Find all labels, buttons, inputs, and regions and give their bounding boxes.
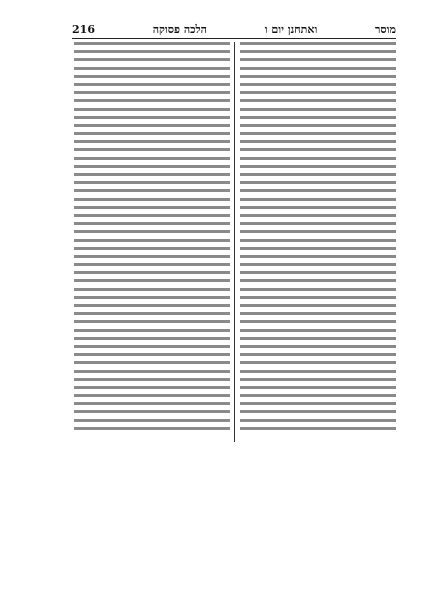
text-line <box>240 271 396 274</box>
text-line <box>240 173 396 176</box>
text-line <box>74 320 230 323</box>
text-line <box>74 206 230 209</box>
text-line <box>74 263 230 266</box>
text-line <box>240 50 396 53</box>
text-line <box>74 402 230 405</box>
text-line <box>74 410 230 413</box>
text-line <box>240 394 396 397</box>
text-line <box>74 58 230 61</box>
text-line <box>240 239 396 242</box>
text-line <box>74 361 230 364</box>
text-line <box>74 116 230 119</box>
text-line <box>74 148 230 151</box>
text-line <box>74 353 230 356</box>
text-line <box>74 222 230 225</box>
text-line <box>74 304 230 307</box>
text-line <box>240 206 396 209</box>
text-line <box>240 288 396 291</box>
column-divider <box>234 42 235 442</box>
page-header <box>72 22 396 36</box>
text-line <box>240 345 396 348</box>
text-line <box>240 337 396 340</box>
text-line <box>74 345 230 348</box>
text-line <box>240 132 396 135</box>
text-line <box>74 378 230 381</box>
text-line <box>240 157 396 160</box>
text-line <box>240 124 396 127</box>
text-line <box>240 419 396 422</box>
text-line <box>74 386 230 389</box>
text-line <box>74 50 230 53</box>
text-line <box>240 320 396 323</box>
text-line <box>240 329 396 332</box>
text-line <box>74 99 230 102</box>
text-line <box>74 189 230 192</box>
text-line <box>240 181 396 184</box>
text-line <box>74 419 230 422</box>
text-line <box>74 140 230 143</box>
text-line <box>240 386 396 389</box>
text-line <box>74 132 230 135</box>
text-line <box>240 108 396 111</box>
text-line <box>240 263 396 266</box>
text-line <box>74 394 230 397</box>
text-line <box>74 288 230 291</box>
page-number: 216 <box>72 22 95 36</box>
text-line <box>74 157 230 160</box>
header-parasha-title: ואתחנן יום ו <box>264 22 318 36</box>
text-line <box>240 312 396 315</box>
text-line <box>240 255 396 258</box>
text-line <box>74 181 230 184</box>
text-line <box>240 91 396 94</box>
text-line <box>74 370 230 373</box>
text-line <box>240 67 396 70</box>
text-line <box>240 353 396 356</box>
text-line <box>74 42 230 45</box>
text-line <box>240 99 396 102</box>
text-line <box>74 247 230 250</box>
text-line <box>74 75 230 78</box>
text-line <box>74 108 230 111</box>
text-line <box>240 83 396 86</box>
text-line <box>240 296 396 299</box>
text-line <box>74 83 230 86</box>
text-line <box>240 189 396 192</box>
right-column-lines <box>240 42 396 430</box>
text-line <box>74 312 230 315</box>
header-rule <box>72 38 396 39</box>
text-line <box>240 427 396 430</box>
text-line <box>74 91 230 94</box>
text-line <box>240 198 396 201</box>
text-line <box>240 42 396 45</box>
text-line <box>240 222 396 225</box>
text-line <box>74 124 230 127</box>
text-line <box>74 230 230 233</box>
text-line <box>240 247 396 250</box>
text-line <box>240 410 396 413</box>
text-line <box>240 279 396 282</box>
text-line <box>74 173 230 176</box>
text-line <box>74 198 230 201</box>
text-line <box>74 329 230 332</box>
text-line <box>240 140 396 143</box>
left-text-column <box>74 42 230 442</box>
header-section-title: מוסר <box>375 22 396 36</box>
header-center-title: הלכה פסוקה <box>152 22 208 36</box>
text-line <box>240 230 396 233</box>
text-line <box>240 304 396 307</box>
text-line <box>240 116 396 119</box>
text-line <box>240 214 396 217</box>
text-line <box>74 255 230 258</box>
text-line <box>74 271 230 274</box>
text-line <box>240 402 396 405</box>
text-line <box>240 165 396 168</box>
text-line <box>74 427 230 430</box>
text-line <box>74 67 230 70</box>
text-line <box>240 378 396 381</box>
text-line <box>240 75 396 78</box>
text-line <box>240 58 396 61</box>
text-line <box>240 148 396 151</box>
text-line <box>74 165 230 168</box>
text-line <box>74 279 230 282</box>
text-line <box>74 214 230 217</box>
text-line <box>240 370 396 373</box>
text-line <box>74 239 230 242</box>
text-line <box>74 296 230 299</box>
text-line <box>74 337 230 340</box>
left-column-lines <box>74 42 230 430</box>
text-line <box>240 361 396 364</box>
right-text-column <box>240 42 396 442</box>
